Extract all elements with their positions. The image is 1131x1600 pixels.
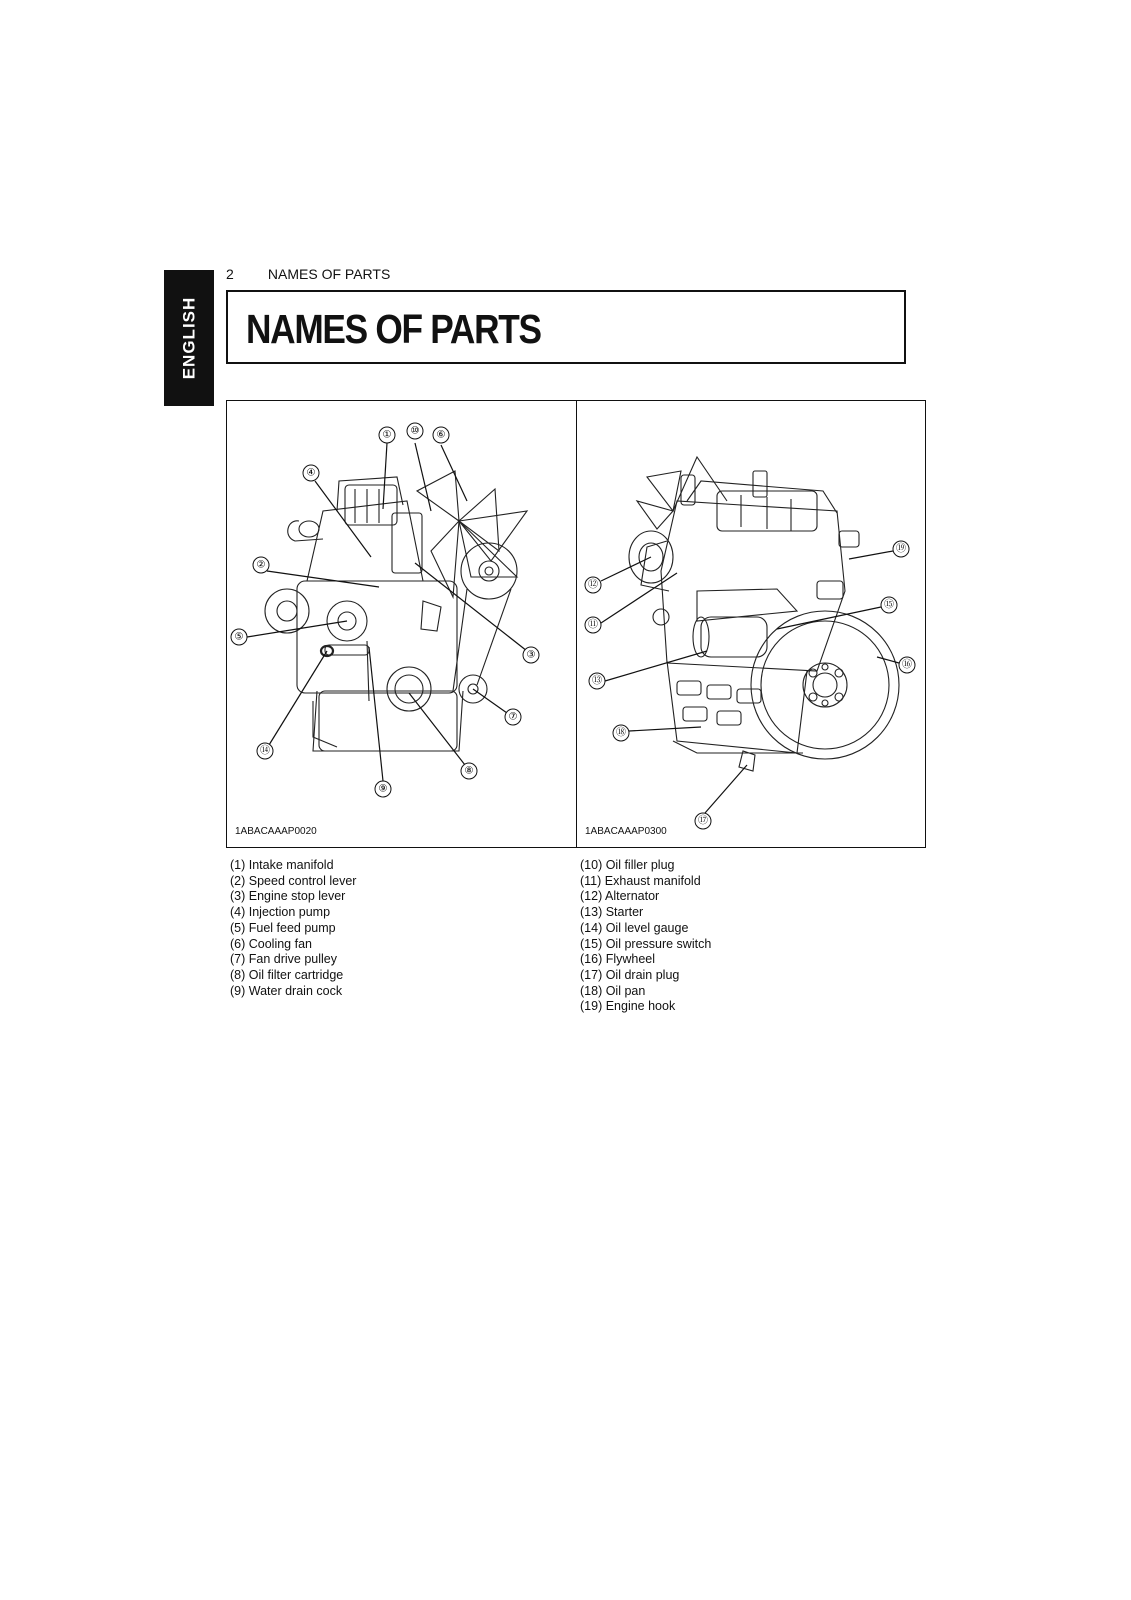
callout-3 <box>523 647 539 663</box>
language-tab <box>164 270 214 406</box>
figure-left-code: 1ABACAAAP0020 <box>235 826 317 837</box>
svg-text:⑪: ⑪ <box>588 619 598 631</box>
callout-13 <box>589 673 605 689</box>
legend-item: (13) Starter <box>580 905 644 920</box>
figure-right-code: 1ABACAAAP0300 <box>585 826 667 837</box>
parts-legend-left <box>230 858 356 999</box>
legend-item: (3) Engine stop lever <box>230 889 346 904</box>
engine-rear-drawing <box>629 457 899 771</box>
figure-panel <box>226 400 926 848</box>
legend-item: (17) Oil drain plug <box>580 967 680 982</box>
callout-19 <box>893 541 909 557</box>
legend-item: (14) Oil level gauge <box>580 920 689 935</box>
callout-11 <box>585 617 601 633</box>
callout-16 <box>899 657 915 673</box>
title-box <box>226 290 906 364</box>
svg-text:⑨: ⑨ <box>378 783 388 795</box>
legend-item: (6) Cooling fan <box>230 936 312 951</box>
engine-front-illustration <box>227 401 576 847</box>
callouts-right <box>585 541 915 829</box>
legend-item: (16) Flywheel <box>580 952 656 967</box>
callout-14 <box>257 743 273 759</box>
svg-text:②: ② <box>256 559 266 571</box>
page-number: 2 <box>226 266 234 282</box>
svg-text:⑬: ⑬ <box>592 675 602 687</box>
legend-item: (2) Speed control lever <box>230 873 357 888</box>
callout-4 <box>303 465 319 481</box>
callout-1 <box>379 427 395 443</box>
callout-18 <box>613 725 629 741</box>
legend-item: (19) Engine hook <box>580 999 676 1014</box>
svg-text:⑯: ⑯ <box>902 659 912 671</box>
parts-legend-right <box>580 858 711 1015</box>
svg-text:④: ④ <box>306 467 316 479</box>
legend-item: (18) Oil pan <box>580 983 646 998</box>
legend-item: (11) Exhaust manifold <box>580 873 701 888</box>
engine-front-drawing <box>265 471 527 751</box>
legend-item: (4) Injection pump <box>230 905 331 920</box>
page-title: NAMES OF PARTS <box>246 306 541 352</box>
legend-item: (12) Alternator <box>580 889 660 904</box>
callout-5 <box>231 629 247 645</box>
svg-text:⑥: ⑥ <box>436 429 446 441</box>
svg-text:⑮: ⑮ <box>884 599 894 611</box>
callout-15 <box>881 597 897 613</box>
svg-text:⑭: ⑭ <box>260 745 270 757</box>
callout-7 <box>505 709 521 725</box>
figure-right <box>576 401 925 847</box>
legend-item: (5) Fuel feed pump <box>230 920 336 935</box>
svg-text:⑫: ⑫ <box>588 579 598 591</box>
svg-text:①: ① <box>382 429 392 441</box>
section-name: NAMES OF PARTS <box>267 266 391 282</box>
svg-text:⑰: ⑰ <box>698 815 708 827</box>
running-header <box>226 266 390 282</box>
legend-item: (7) Fan drive pulley <box>230 952 337 967</box>
svg-text:⑩: ⑩ <box>410 425 420 437</box>
legend-item: (15) Oil pressure switch <box>580 936 712 951</box>
callout-8 <box>461 763 477 779</box>
callout-9 <box>375 781 391 797</box>
callout-17 <box>695 813 711 829</box>
callout-10 <box>407 423 423 439</box>
callout-2 <box>253 557 269 573</box>
legend-item: (1) Intake manifold <box>230 858 334 872</box>
svg-text:③: ③ <box>526 649 536 661</box>
language-tab-label: ENGLISH <box>179 296 198 380</box>
svg-text:⑱: ⑱ <box>616 727 626 739</box>
legend-item: (10) Oil filler plug <box>580 858 675 872</box>
callout-12 <box>585 577 601 593</box>
figure-left <box>227 401 576 847</box>
engine-rear-illustration <box>577 401 926 847</box>
callout-6 <box>433 427 449 443</box>
svg-text:⑲: ⑲ <box>896 543 906 555</box>
legend-item: (8) Oil filter cartridge <box>230 967 344 982</box>
legend-item: (9) Water drain cock <box>230 983 343 998</box>
svg-text:⑧: ⑧ <box>464 765 474 777</box>
svg-text:⑦: ⑦ <box>508 711 518 723</box>
svg-text:⑤: ⑤ <box>234 631 244 643</box>
